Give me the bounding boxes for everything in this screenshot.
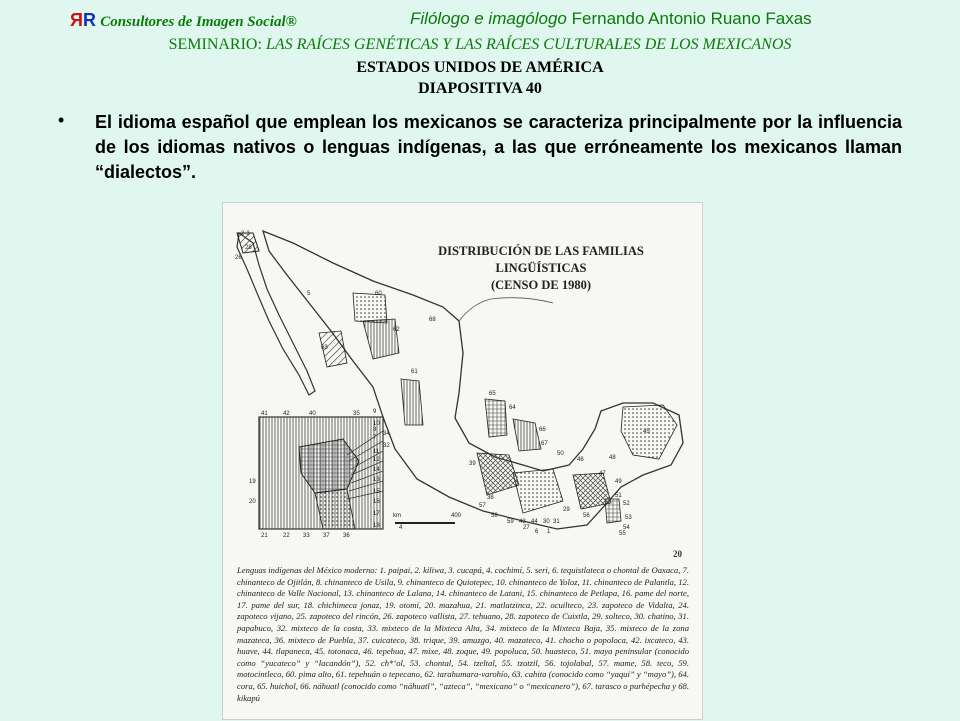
brand-logo [70, 10, 297, 31]
map-label: 41 [261, 411, 268, 417]
map-label: 44 [531, 519, 538, 525]
map-title-line2: (CENSO DE 1980) [490, 278, 591, 292]
map-title-line1: DISTRIBUCIÓN DE LAS FAMILIAS LINGÜÍSTICAS [438, 244, 644, 275]
map-label: 38 [487, 495, 494, 501]
scale-label-400: 400 [451, 513, 462, 519]
map-label: 48 [609, 455, 616, 461]
map-label: 49 [615, 479, 622, 485]
map-label: 52 [623, 501, 630, 507]
map-label: 21 [261, 533, 268, 539]
region-60 [353, 293, 387, 323]
map-label: 53 [625, 515, 632, 521]
map-label: 18 [373, 523, 380, 529]
map-label: 11 [373, 449, 380, 455]
header-bar [0, 8, 960, 34]
map-label: 40 [309, 411, 316, 417]
author-line [410, 9, 812, 29]
map-label: 17 [373, 511, 380, 517]
map-label: 7 [373, 435, 377, 441]
map-label: 19 [249, 479, 256, 485]
map-label: 9 [373, 409, 377, 415]
map-label: 26 [235, 255, 242, 261]
map-figure [222, 202, 703, 720]
map-label: 55 [619, 531, 626, 537]
map-caption: Lenguas indígenas del México moderno: 1. paipai, 2. kiliwa, 3. cucapá, 4. cochimí, 5. seri, 6. tequistlateca o chontal de Oaxaca, 7. chinanteco de Ojitlán, 8. chinanteco de Usila, 9. chinanteco de Quiotepec, 10. chinanteco de Yoloz, 11. chinanteco de Palantla, 12. chinanteco de Valle Nacional, 13. chinanteco de Lalana, 14. chinanteco de Latani, 15. chinanteco de Petlapa, 16. pame del norte, 17. pame del sur, 18. chichimeca jonaz, 19. otomí, 20. mazahua, 21. matlatzinca, 22. ocuilteco, 23. zapoteco de Vidalta, 24. zapoteco vijano, 25. zapoteco del rincón, 26. zapoteco vallista, 27. tehuano, 28. zapoteco de Cuixtla, 29. solteco, 30. chatino, 31. papabuco, 32. mixteco de la costa, 33. mixteco de la Mixteca Alta, 34. mixteco de la Mixteca Baja, 35. mixteco de la zona mazateca, 36. mixteco de Puebla, 37. cuicateco, 38. trique, 39. amuzgo, 40. mazateco, 41. chocho o popoloca, 42. ixcateco, 43. huave, 44. tlapaneca, 45. totonaca, 46. tepehua, 47. mixe, 48. zoque, 49. popoluca, 50. huasteco, 51. maya peninsular (conocido como “yucateco” y “lacandón”), 52. ch*‘ol, 53. chontal, 54. tzeltal, 55. tzotzil, 56. tojolabal, 57. mame, 58. teco, 59. motocintleco, 60. pima alto, 61. tepehuán o tepecano, 62. tarahumara-varohío, 63. cahita (conocido como “yaqui” y “mayo”), 64. cora, 65. huichol, 66. náhuatl (conocido como “náhuatl”, “azteca”, “mexicano” o “mexicanero”), 67. tarasco o purhépecha y 68. kikapú [237, 565, 689, 703]
map-label: 65 [489, 391, 496, 397]
map-label: 58 [491, 513, 498, 519]
region-50 [485, 399, 507, 437]
region-66 [477, 453, 519, 495]
slide-number: DIAPOSITIVA 40 [418, 80, 542, 97]
bullet-text: El idioma español que emplean los mexicanos se caracteriza principalmente por la influencia de los idiomas nativos o lenguas indígenas, a las que erróneamente los mexicanos llaman “dialectos”. [95, 112, 902, 182]
map-label: 57 [479, 503, 486, 509]
brand-letter-r: R [82, 10, 96, 30]
map-label: 61 [411, 369, 418, 375]
map-label: 22 [283, 533, 290, 539]
map-label: 32 [383, 443, 390, 449]
map-label: 63 [321, 345, 328, 351]
map-label: 46 [577, 457, 584, 463]
map-label: 20 [249, 499, 256, 505]
baja-peninsula [237, 233, 315, 395]
map-label: 54 [623, 525, 630, 531]
map-label: 50 [557, 451, 564, 457]
map-label: 12 [373, 457, 380, 463]
map-label: 47 [599, 471, 606, 477]
seminar-subtitle: LAS RAÍCES GENÉTICAS Y LAS RAÍCES CULTURALES DE LOS MEXICANOS [265, 36, 792, 53]
seminar-title [0, 36, 960, 54]
map-label: 6 [535, 529, 539, 535]
scale-label-km: km [393, 513, 401, 519]
region-62 [363, 319, 399, 359]
map-label: 39 [469, 461, 476, 467]
gulf-coast [459, 298, 553, 321]
figure-page-number: 20 [673, 549, 682, 559]
country-heading: ESTADOS UNIDOS DE AMÉRICA [356, 59, 604, 76]
region-61 [401, 379, 423, 425]
region-45 [513, 419, 541, 451]
map-label: 37 [323, 533, 330, 539]
map-label: 56 [583, 513, 590, 519]
map-label: 33 [303, 533, 310, 539]
map-label: 30 [543, 519, 550, 525]
map-label: 62 [393, 327, 400, 333]
map-label: 16 [373, 499, 380, 505]
map-label: 8 [373, 427, 377, 433]
map-label: 5 [307, 291, 311, 297]
map-label: 42 [283, 411, 290, 417]
author-name: Fernando Antonio Ruano Faxas [571, 9, 812, 28]
map-label: 10 [373, 421, 380, 427]
map-label: 66 [539, 427, 546, 433]
map-label: 29 [563, 507, 570, 513]
map-label: 27 [523, 525, 530, 531]
region-57 [605, 499, 621, 523]
brand-name: Consultores de Imagen Social® [100, 14, 297, 30]
map-label: 15 [373, 489, 380, 495]
map-label: 1 [547, 529, 551, 535]
map-label: 14 [373, 467, 380, 473]
map-label: 13 [373, 477, 380, 483]
map-label: 51 [615, 493, 622, 499]
map-label: 2-3 [241, 231, 250, 237]
map-label: 43 [519, 519, 526, 525]
bullet-icon: • [58, 110, 65, 130]
brand-letter-r-reversed: Я [70, 10, 83, 30]
map-label: 36 [343, 533, 350, 539]
map-label: 4 [399, 525, 403, 531]
seminar-label: SEMINARIO: [168, 36, 262, 53]
map-label: 28 [245, 245, 252, 251]
map-label: 31 [553, 519, 560, 525]
map-label: 35 [353, 411, 360, 417]
map-label: 45 [643, 429, 650, 435]
map-title [401, 243, 681, 294]
map-label: 60 [375, 291, 382, 297]
map-label: 67 [541, 441, 548, 447]
region-oaxaca [513, 469, 563, 513]
map-label: 64 [509, 405, 516, 411]
author-role: Filólogo e imagólogo [410, 9, 567, 28]
map-label: 34 [383, 431, 390, 437]
map-label: 59 [507, 519, 514, 525]
map-label: 68 [429, 317, 436, 323]
